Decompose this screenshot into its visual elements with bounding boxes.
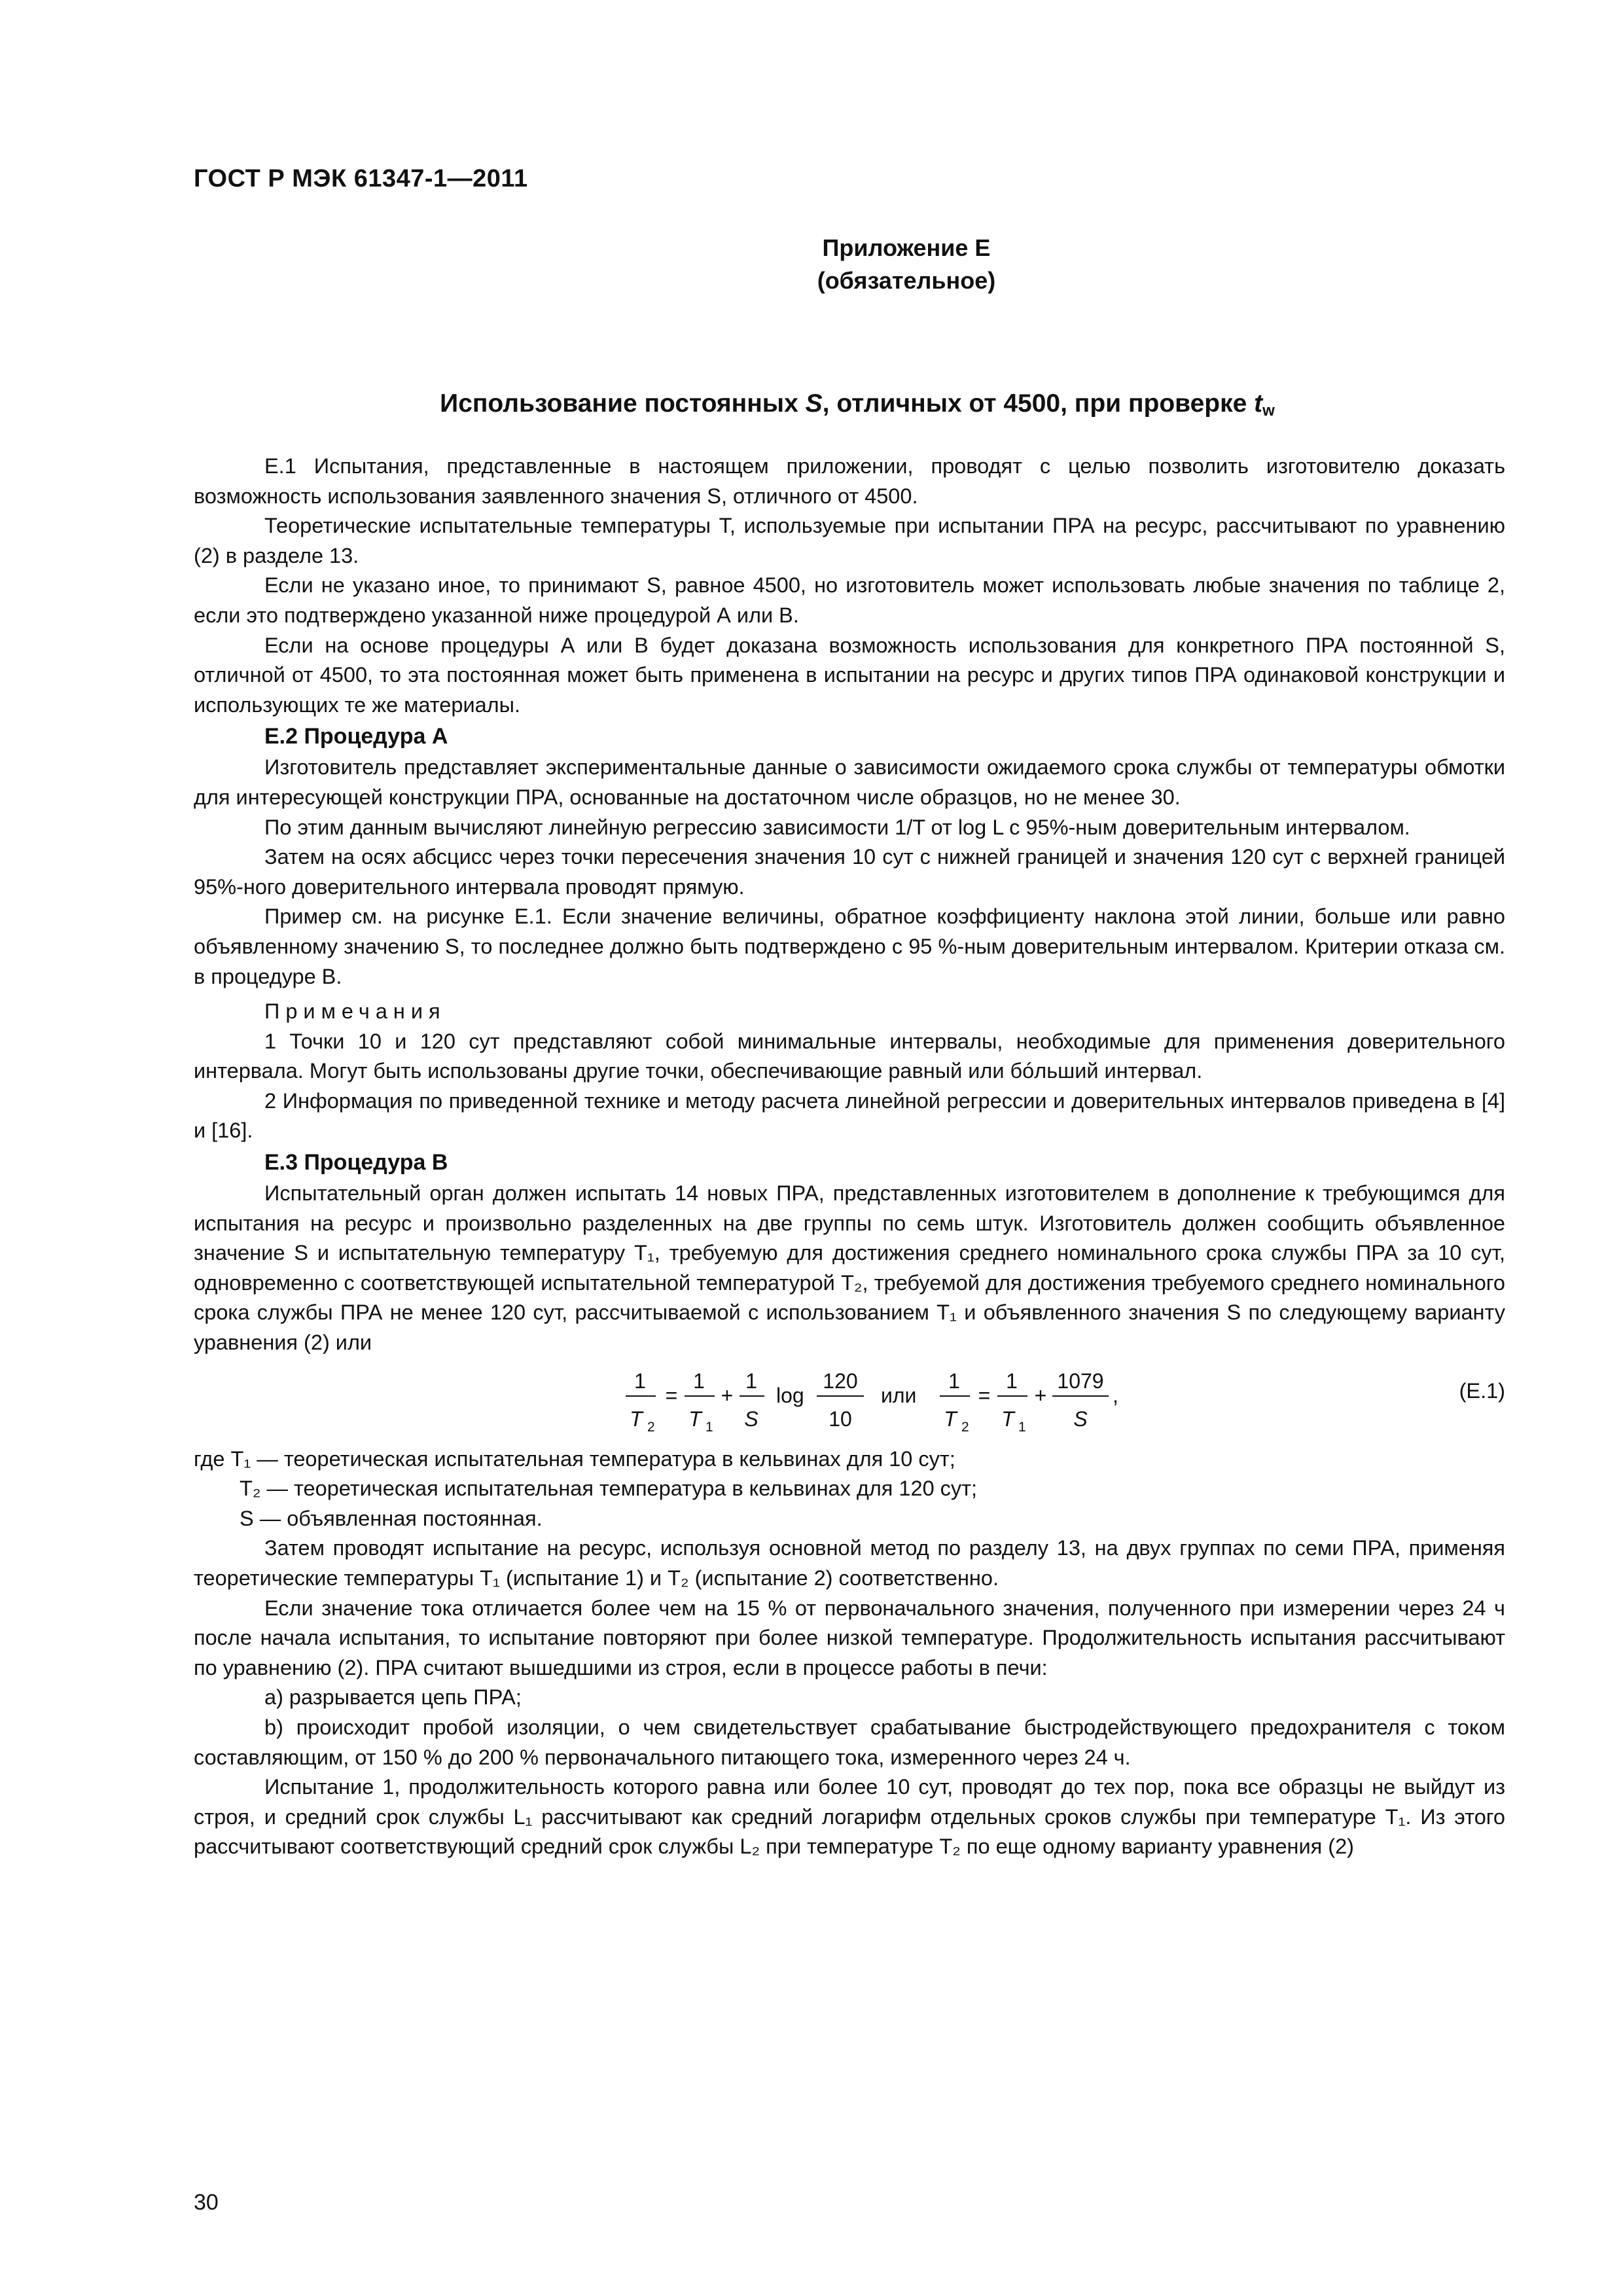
title-symbol-t: t xyxy=(1254,389,1263,418)
section-heading-e2: Е.2 Процедура А xyxy=(264,724,448,749)
formula-den-t2a: T xyxy=(630,1407,643,1431)
paragraph-e1-1: Е.1 Испытания, представленные в настоящем приложении, проводят с целью позволить изготовителю доказать возможность использования заявленного значения S, отличного от 4500. xyxy=(194,454,1505,508)
paragraph-e3-3: Если значение тока отличается более чем на 15 % от первоначального значения, полученного при измерении через 24 ч после начала испытания, то испытание повторяют при более низкой температуре. Продолжительность испытания рассчитывают по уравнению (2). ПРА считают вышедшими из строя, если в процессе работы в печи: xyxy=(194,1596,1505,1679)
appendix-title xyxy=(0,389,1623,420)
paragraph-e1-2: Теоретические испытательные температуры T, используемые при испытании ПРА на ресурс, рассчитывают по уравнению (2) в разделе 13. xyxy=(194,514,1505,567)
formula-sub-1a: 1 xyxy=(705,1419,713,1435)
document-body xyxy=(194,452,1505,1862)
legend-t2: T₂ — теоретическая испытательная температура в кельвинах для 120 сут; xyxy=(240,1477,978,1501)
legend-s: S — объявленная постоянная. xyxy=(240,1506,543,1530)
formula-num-1e: 1 xyxy=(1006,1369,1018,1393)
paragraph-e2-2: По этим данным вычисляют линейную регрессию зависимости 1/T от log L с 95%-ным доверительным интервалом. xyxy=(264,815,1410,839)
formula-sub-1b: 1 xyxy=(1018,1419,1026,1435)
formula-den-t1a: T xyxy=(688,1407,702,1431)
notes-heading: Примечания xyxy=(264,999,446,1024)
formula-plus-a: + xyxy=(721,1383,734,1407)
formula-num-1b: 1 xyxy=(693,1369,705,1393)
standard-designation: ГОСТ Р МЭК 61347-1—2011 xyxy=(194,165,528,192)
appendix-label: Приложение Е xyxy=(822,234,991,261)
paragraph-e1-4: Если на основе процедуры А или В будет доказана возможность использования для конкретного ПРА постоянной S, отличной от 4500, то эта постоянная может быть применена в испытании на ресурс и других типов ПРА одинаковой конструкции и использующих те же материалы. xyxy=(194,633,1505,717)
title-part-2: , отличных от 4500, при проверке xyxy=(822,389,1255,418)
formula-den-t2b: T xyxy=(944,1407,957,1431)
section-heading-e3: Е.3 Процедура В xyxy=(264,1150,448,1175)
title-symbol-t-sub: w xyxy=(1262,402,1275,420)
legend-t1: где T₁ — теоретическая испытательная температура в кельвинах для 10 сут; xyxy=(194,1446,955,1471)
paragraph-e2-3: Затем на осях абсцисс через точки пересечения значения 10 сут с нижней границей и значения 120 сут с верхней границей 95%-ного доверительного интервала проводят прямую. xyxy=(194,845,1505,899)
appendix-status: (обязательное) xyxy=(817,267,996,294)
note-2: 2 Информация по приведенной технике и методу расчета линейной регрессии и доверительных интервалов приведена в [4] и [16]. xyxy=(194,1088,1505,1143)
formula-graphic xyxy=(194,1362,1306,1441)
list-item-b: b) происходит пробой изоляции, о чем свидетельствует срабатывание быстродействующего предохранителя с током составляющим, от 150 % до 200 % первоначального питающего тока, измеренного через 24 ч. xyxy=(194,1715,1505,1769)
title-symbol-s: S xyxy=(805,389,823,418)
formula-comma: , xyxy=(1113,1383,1118,1407)
formula-num-1079: 1079 xyxy=(1057,1369,1104,1393)
paragraph-e3-2: Затем проводят испытание на ресурс, используя основной метод по разделу 13, на двух группах по семи ПРА, применяя теоретические температуры T₁ (испытание 1) и T₂ (испытание 2) соответственно. xyxy=(194,1536,1505,1590)
formula-equals-a: = xyxy=(665,1383,678,1407)
formula-or: или xyxy=(881,1383,917,1407)
formula-num-1a: 1 xyxy=(634,1369,646,1393)
formula-sub-2a: 2 xyxy=(647,1419,655,1435)
note-1: 1 Точки 10 и 120 сут представляют собой минимальные интервалы, необходимые для применения доверительного интервала. Могут быть использованы другие точки, обеспечивающие равный или бóльший интервал. xyxy=(194,1029,1505,1083)
appendix-heading xyxy=(0,232,1623,297)
formula-e1 xyxy=(194,1362,1505,1441)
formula-number: (Е.1) xyxy=(1459,1378,1505,1403)
paragraph-e3-1: Испытательный орган должен испытать 14 новых ПРА, представленных изготовителем в дополнение к требующимся для испытания на ресурс и произвольно разделенных на две группы по семь штук. Изготовитель должен сообщить объявленное значение S и испытательную температуру T₁, требуемую для достижения среднего номинального срока службы ПРА за 10 сут, одновременно с соответствующей испытательной температурой T₂, требуемой для достижения требуемого среднего номинального срока службы ПРА не менее 120 сут, рассчитываемой с использованием T₁ и объявленного значения S по следующему варианту уравнения (2) или xyxy=(194,1181,1505,1355)
formula-log: log xyxy=(776,1383,804,1407)
formula-den-sa: S xyxy=(744,1407,758,1431)
formula-den-sb: S xyxy=(1073,1407,1088,1431)
paragraph-e2-4: Пример см. на рисунке Е.1. Если значение величины, обратное коэффициенту наклона этой линии, больше или равно объявленному значению S, то последнее должно быть подтверждено с 95 %-ным доверительным интервалом. Критерии отказа см. в процедуре В. xyxy=(194,905,1505,988)
page-number: 30 xyxy=(194,2190,219,2215)
paragraph-e2-1: Изготовитель представляет экспериментальные данные о зависимости ожидаемого срока службы от температуры обмотки для интересующей конструкции ПРА, основанные на достаточном числе образцов, но не менее 30. xyxy=(194,755,1505,809)
title-part-1: Использование постоянных xyxy=(440,389,806,418)
formula-den-10: 10 xyxy=(829,1407,852,1431)
formula-den-t1b: T xyxy=(1001,1407,1014,1431)
formula-num-1d: 1 xyxy=(948,1369,960,1393)
formula-equals-b: = xyxy=(978,1383,991,1407)
formula-plus-b: + xyxy=(1034,1383,1047,1407)
formula-sub-2b: 2 xyxy=(961,1419,969,1435)
list-item-a: а) разрывается цепь ПРА; xyxy=(264,1685,522,1710)
paragraph-e3-4: Испытание 1, продолжительность которого равна или более 10 сут, проводят до тех пор, пока все образцы не выйдут из строя, и средний срок службы L₁ рассчитывают как средний логарифм отдельных сроков службы при температуре T₁. Из этого рассчитывают соответствующий средний срок службы L₂ при температуре T₂ по еще одному варианту уравнения (2) xyxy=(194,1775,1505,1859)
formula-num-1c: 1 xyxy=(745,1369,757,1393)
formula-num-120: 120 xyxy=(823,1369,858,1393)
paragraph-e1-3: Если не указано иное, то принимают S, равное 4500, но изготовитель может использовать любые значения по таблице 2, если это подтверждено указанной ниже процедурой А или В. xyxy=(194,573,1505,627)
